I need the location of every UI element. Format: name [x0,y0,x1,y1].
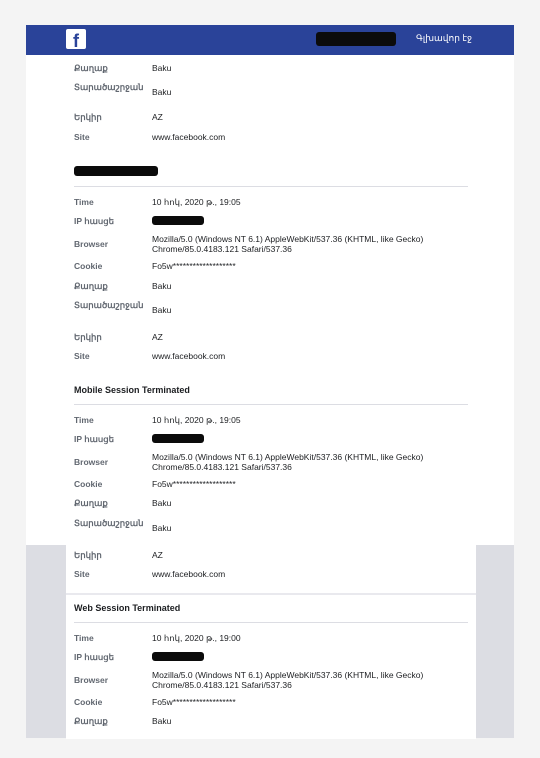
row-label: Քաղաք [74,716,108,726]
row-label: Երկիր [74,112,102,122]
row-label: Time [74,633,94,643]
row-label: Browser [74,457,109,467]
row-label: Cookie [74,697,103,707]
section-title: Mobile Session Terminated [74,385,190,395]
row-value: Baku [152,498,172,508]
section-title: Web Session Terminated [74,603,181,613]
row-label: Site [74,351,90,361]
row-label: Քաղաք [74,63,108,73]
row-value: Baku [152,523,172,533]
row-value: AZ [152,550,163,560]
row-value: Mozilla/5.0 (Windows NT 6.1) AppleWebKit/537.36 (KHTML, like Gecko) Chrome/85.0.4183.121 Safari/537.36 [152,452,424,472]
row-value: Baku [152,87,172,97]
redacted-ip [152,434,204,443]
background-panel-right [476,545,514,738]
row-value[interactable]: www.facebook.com [152,132,226,142]
redacted-name [316,32,396,46]
facebook-logo-icon[interactable]: f [66,29,86,49]
row-value: Baku [152,305,172,315]
row-label: Time [74,415,94,425]
row-value: Baku [152,63,172,73]
row-value[interactable]: www.facebook.com [152,569,226,579]
row-value: Mozilla/5.0 (Windows NT 6.1) AppleWebKit/537.36 (KHTML, like Gecko) Chrome/85.0.4183.121 Safari/537.36 [152,670,424,690]
row-label: Քաղաք [74,498,108,508]
row-value: 10 հոկ, 2020 թ., 19:05 [152,197,241,207]
row-label: Տարածաշրջան [74,300,144,310]
row-label: Տարածաշրջան [74,518,144,528]
row-value: Mozilla/5.0 (Windows NT 6.1) AppleWebKit/537.36 (KHTML, like Gecko) Chrome/85.0.4183.121 Safari/537.36 [152,234,424,254]
home-link[interactable]: Գլխավոր էջ [416,33,473,43]
section-divider [74,404,468,405]
header-bar [26,25,514,55]
row-label: IP հասցե [74,434,115,444]
redacted-ip [152,652,204,661]
row-label: IP հասցե [74,652,115,662]
row-label: Cookie [74,261,103,271]
row-value: Fo5w******************* [152,261,236,271]
row-label: Time [74,197,94,207]
row-label: Site [74,132,90,142]
row-value: Fo5w******************* [152,697,236,707]
redacted-session-title [74,166,158,176]
row-label: Երկիր [74,550,102,560]
row-label: Քաղաք [74,281,108,291]
row-label: Cookie [74,479,103,489]
row-value: Fo5w******************* [152,479,236,489]
row-value[interactable]: www.facebook.com [152,351,226,361]
row-value: AZ [152,112,163,122]
row-label: Browser [74,239,109,249]
row-value: 10 հոկ, 2020 թ., 19:00 [152,633,241,643]
row-label: Երկիր [74,332,102,342]
row-value: AZ [152,332,163,342]
row-value: Baku [152,281,172,291]
row-label: Site [74,569,90,579]
row-label: Տարածաշրջան [74,82,144,92]
row-value: Baku [152,716,172,726]
row-value: 10 հոկ, 2020 թ., 19:05 [152,415,241,425]
section-divider [74,186,468,187]
redacted-ip [152,216,204,225]
background-panel-left [26,545,66,738]
row-label: Browser [74,675,109,685]
section-divider [74,622,468,623]
row-label: IP հասցե [74,216,115,226]
